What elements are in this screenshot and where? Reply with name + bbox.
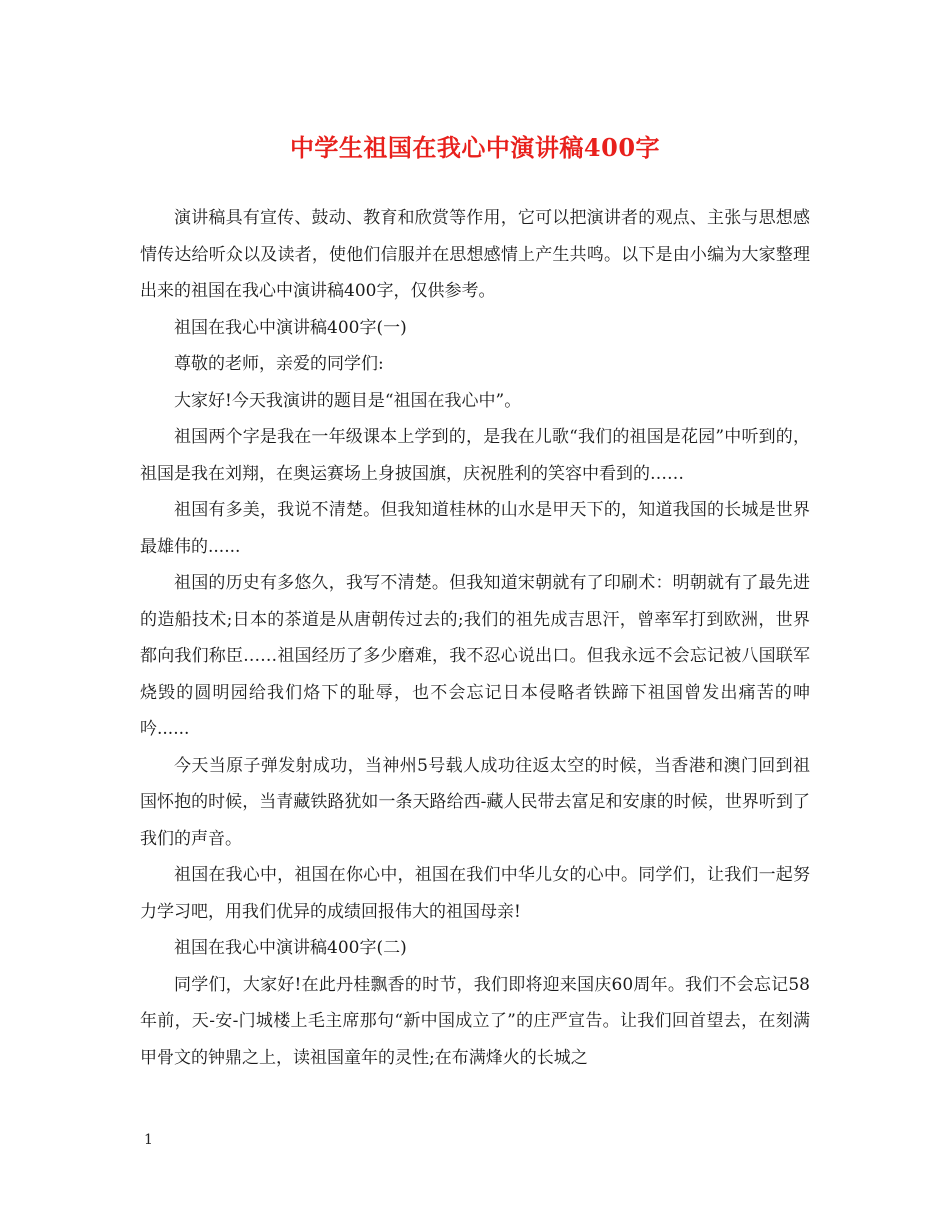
page-number: 1: [144, 1132, 153, 1148]
paragraph-body: 今天当原子弹发射成功，当神州5号载人成功往返太空的时候，当香港和澳门回到祖国怀抱的时候，当青藏铁路犹如一条天路给西-藏人民带去富足和安康的时候，世界听到了我们的声音。: [140, 755, 810, 849]
paragraph-body: 祖国在我心中，祖国在你心中，祖国在我们中华儿女的心中。同学们，让我们一起努力学习吧，用我们优异的成绩回报伟大的祖国母亲!: [140, 865, 810, 922]
paragraph-greeting: 大家好!今天我演讲的题目是“祖国在我心中”。: [174, 390, 522, 411]
document-title: 中学生祖国在我心中演讲稿400字: [289, 133, 661, 162]
paragraph-body: 同学们，大家好!在此丹桂飘香的时节，我们即将迎来国庆60周年。我们不会忘记58年前，天-安-门城楼上毛主席那句“新中国成立了”的庄严宣告。让我们回首望去，在刻满甲骨文的钟鼎之上，读祖国童年的灵性;在布满烽火的长城之: [140, 974, 810, 1068]
document-body: [140, 200, 810, 1076]
section-heading-one: 祖国在我心中演讲稿400字(一): [174, 317, 407, 338]
section-heading-two: 祖国在我心中演讲稿400字(二): [174, 938, 407, 958]
paragraph-body: 祖国有多美，我说不清楚。但我知道桂林的山水是甲天下的，知道我国的长城是世界最雄伟的......: [140, 500, 810, 557]
paragraph-salutation: 尊敬的老师，亲爱的同学们:: [174, 354, 384, 374]
paragraph-intro: 演讲稿具有宣传、鼓动、教育和欣赏等作用，它可以把演讲者的观点、主张与思想感情传达给听众以及读者，使他们信服并在思想感情上产生共鸣。以下是由小编为大家整理出来的祖国在我心中演讲稿400字，仅供参考。: [140, 208, 810, 301]
paragraph-body: 祖国的历史有多悠久，我写不清楚。但我知道宋朝就有了印刷术：明朝就有了最先进的造船技术;日本的茶道是从唐朝传过去的;我们的祖先成吉思汗，曾率军打到欧洲，世界都向我们称臣……祖国经历了多少磨难，我不忍心说出口。但我永远不会忘记被八国联军烧毁的圆明园给我们烙下的耻辱，也不会忘记日本侵略者铁蹄下祖国曾发出痛苦的呻吟......: [140, 573, 810, 739]
paragraph-body: 祖国两个字是我在一年级课本上学到的，是我在儿歌“我们的祖国是花园”中听到的，祖国是我在刘翔，在奥运赛场上身披国旗，庆祝胜利的笑容中看到的……: [140, 427, 810, 484]
